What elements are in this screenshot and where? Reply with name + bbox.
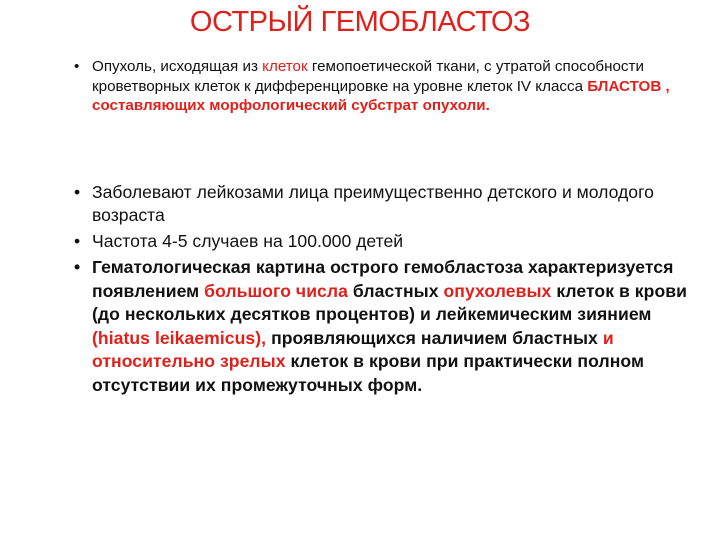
bullet-text-segment: Опухоль, исходящая из [92, 58, 263, 75]
slide-title: ОСТРЫЙ ГЕМОБЛАСТОЗ [189, 6, 531, 38]
highlight-text-segment: (hiatus leikaemicus), [92, 327, 267, 348]
highlight-text-segment: опухолевых [443, 280, 552, 301]
bullet-list-top [72, 57, 692, 116]
bullet-frequency [72, 230, 692, 253]
bullet-text-segment: клеток в крови при практически полном отсутствии их промежуточных форм. [92, 351, 645, 395]
bullet-text-segment: Заболевают лейкозами лица преимущественно детского и молодого возраста [92, 182, 654, 225]
bullet-text-segment: бластных [347, 280, 444, 301]
highlight-text-segment: большого числа [204, 280, 348, 301]
bullet-list-bottom [72, 181, 692, 401]
highlight-text-segment: и относительно зрелых [92, 327, 614, 372]
bullet-mark: • [74, 257, 81, 277]
bullet-text-segment: Гематологическая картина острого гемобластоза характеризуется появлением [92, 257, 674, 301]
bullet-definition [72, 57, 692, 116]
bullet-text-segment: гемопоетической ткани, с утратой способности кроветворных клеток к дифференцировке на уровне клеток IV класса [92, 58, 644, 95]
bullet-age [72, 181, 692, 227]
bullet-text-segment: проявляющихся наличием бластных [266, 327, 603, 348]
bullet-text-segment: клеток в крови (до нескольких десятков процентов) и лейкемическим зиянием [92, 280, 687, 325]
bullet-text-segment: Частота 4-5 случаев на 100.000 детей [92, 231, 404, 251]
bullet-hematology [72, 256, 692, 398]
bullet-mark: • [74, 58, 80, 75]
highlight-text-segment: БЛАСТОВ , составляющих морфологический субстрат опухоли. [92, 77, 670, 114]
bullet-mark: • [74, 231, 81, 251]
highlight-text-segment: клеток [262, 58, 308, 75]
bullet-mark: • [74, 182, 81, 202]
